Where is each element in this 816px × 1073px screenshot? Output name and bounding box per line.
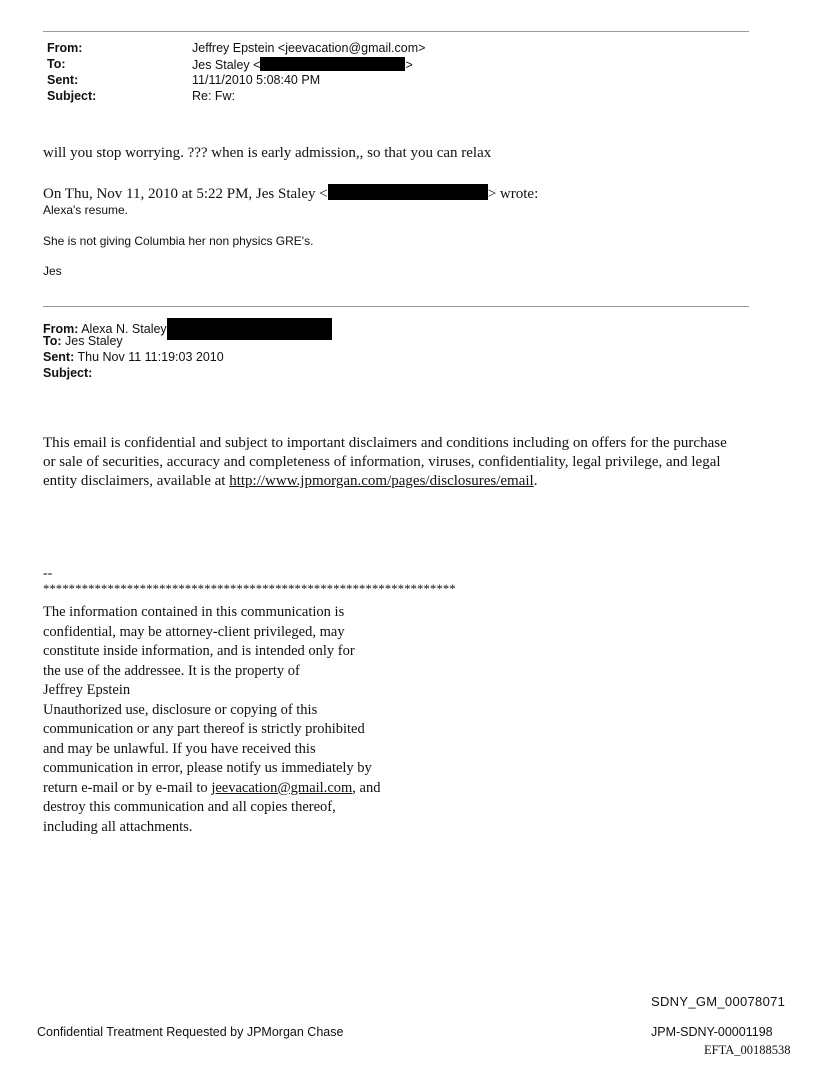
fwd-sent-value: Thu Nov 11 11:19:03 2010 bbox=[77, 350, 224, 364]
signature-line: communication or any part thereof is strictly prohibited bbox=[43, 721, 365, 737]
fwd-to-row bbox=[43, 334, 123, 348]
signature-line: Unauthorized use, disclosure or copying of this bbox=[43, 701, 318, 718]
subject-value: Re: Fw: bbox=[192, 89, 236, 103]
subject-label: Subject: bbox=[47, 89, 97, 103]
bates-number-sdny-gm: SDNY_GM_00078071 bbox=[651, 994, 786, 1009]
redaction-box bbox=[328, 184, 488, 200]
email-link[interactable]: jeevacation@gmail.com bbox=[211, 779, 353, 796]
confidential-footer: Confidential Treatment Requested by JPMorgan Chase bbox=[37, 1025, 344, 1039]
quoted-line-2: She is not giving Columbia her non physics GRE's. bbox=[43, 234, 314, 248]
fwd-from-label: From: bbox=[43, 322, 79, 336]
signature-block bbox=[43, 603, 380, 837]
signature-line: and may be unlawful. If you have received this bbox=[43, 740, 316, 757]
to-suffix: > bbox=[405, 58, 413, 72]
quoted-intro-suffix: > wrote: bbox=[487, 186, 539, 202]
signature-email-suffix: , and bbox=[352, 779, 381, 796]
signature-line: communication in error, please notify us immediately by bbox=[43, 760, 372, 776]
fwd-from-value: Alexa N. Staley bbox=[81, 322, 167, 336]
disclaimer-line-3 bbox=[43, 472, 763, 491]
signature-line: constitute inside information, and is intended only for bbox=[43, 643, 355, 659]
bates-number-jpm: JPM-SDNY-00001198 bbox=[651, 1025, 773, 1039]
fwd-subject-label: Subject: bbox=[43, 366, 93, 380]
signature-dashes: -- bbox=[43, 566, 53, 581]
from-value: Jeffrey Epstein <jeevacation@gmail.com> bbox=[192, 41, 426, 55]
reply-body: will you stop worrying. ??? when is early admission,, so that you can relax bbox=[43, 145, 492, 161]
to-label: To: bbox=[47, 57, 66, 71]
to-value bbox=[192, 57, 413, 73]
disclosures-link[interactable]: http://www.jpmorgan.com/pages/disclosures/email bbox=[229, 473, 534, 489]
quoted-line-1: Alexa's resume. bbox=[43, 203, 128, 217]
signature-email-prefix: return e-mail or by e-mail to bbox=[43, 779, 212, 796]
signature-line: destroy this communication and all copies thereof, bbox=[43, 799, 336, 815]
disclaimer-line-2: or sale of securities, accuracy and completeness of information, viruses, confidentiality, legal privilege, and legal bbox=[43, 454, 721, 470]
signature-line: Jeffrey Epstein bbox=[43, 682, 131, 698]
signature-stars: **************************************************************** bbox=[43, 582, 456, 596]
top-divider bbox=[43, 31, 749, 32]
fwd-sent-row bbox=[43, 350, 224, 364]
signature-line: confidential, may be attorney-client privileged, may bbox=[43, 623, 345, 640]
to-prefix: Jes Staley < bbox=[192, 58, 261, 72]
redaction-box bbox=[167, 318, 332, 340]
disclaimer-line-3-suffix: . bbox=[533, 473, 538, 489]
fwd-sent-label: Sent: bbox=[43, 350, 75, 364]
signature-email-line bbox=[43, 779, 380, 799]
sent-label: Sent: bbox=[47, 73, 79, 87]
fwd-to-value: Jes Staley bbox=[65, 334, 123, 348]
forward-divider bbox=[43, 306, 749, 307]
fwd-to-label: To: bbox=[43, 334, 62, 348]
disclaimer-block bbox=[43, 434, 763, 491]
fwd-subject-row bbox=[43, 366, 92, 380]
bates-number-efta: EFTA_00188538 bbox=[704, 1043, 791, 1057]
sent-value: 11/11/2010 5:08:40 PM bbox=[192, 73, 321, 87]
signature-line: including all attachments. bbox=[43, 818, 193, 835]
from-label: From: bbox=[47, 41, 83, 55]
signature-line: the use of the addressee. It is the property of bbox=[43, 662, 300, 679]
quoted-signoff: Jes bbox=[43, 264, 62, 278]
disclaimer-line-1: This email is confidential and subject to important disclaimers and conditions including on offers for the purchase bbox=[43, 435, 727, 451]
quoted-intro-prefix: On Thu, Nov 11, 2010 at 5:22 PM, Jes Staley < bbox=[43, 186, 328, 202]
disclaimer-line-3-prefix: entity disclaimers, available at bbox=[43, 473, 230, 489]
redaction-box bbox=[260, 57, 405, 71]
signature-line: The information contained in this communication is bbox=[43, 604, 345, 620]
quoted-intro bbox=[43, 184, 538, 203]
